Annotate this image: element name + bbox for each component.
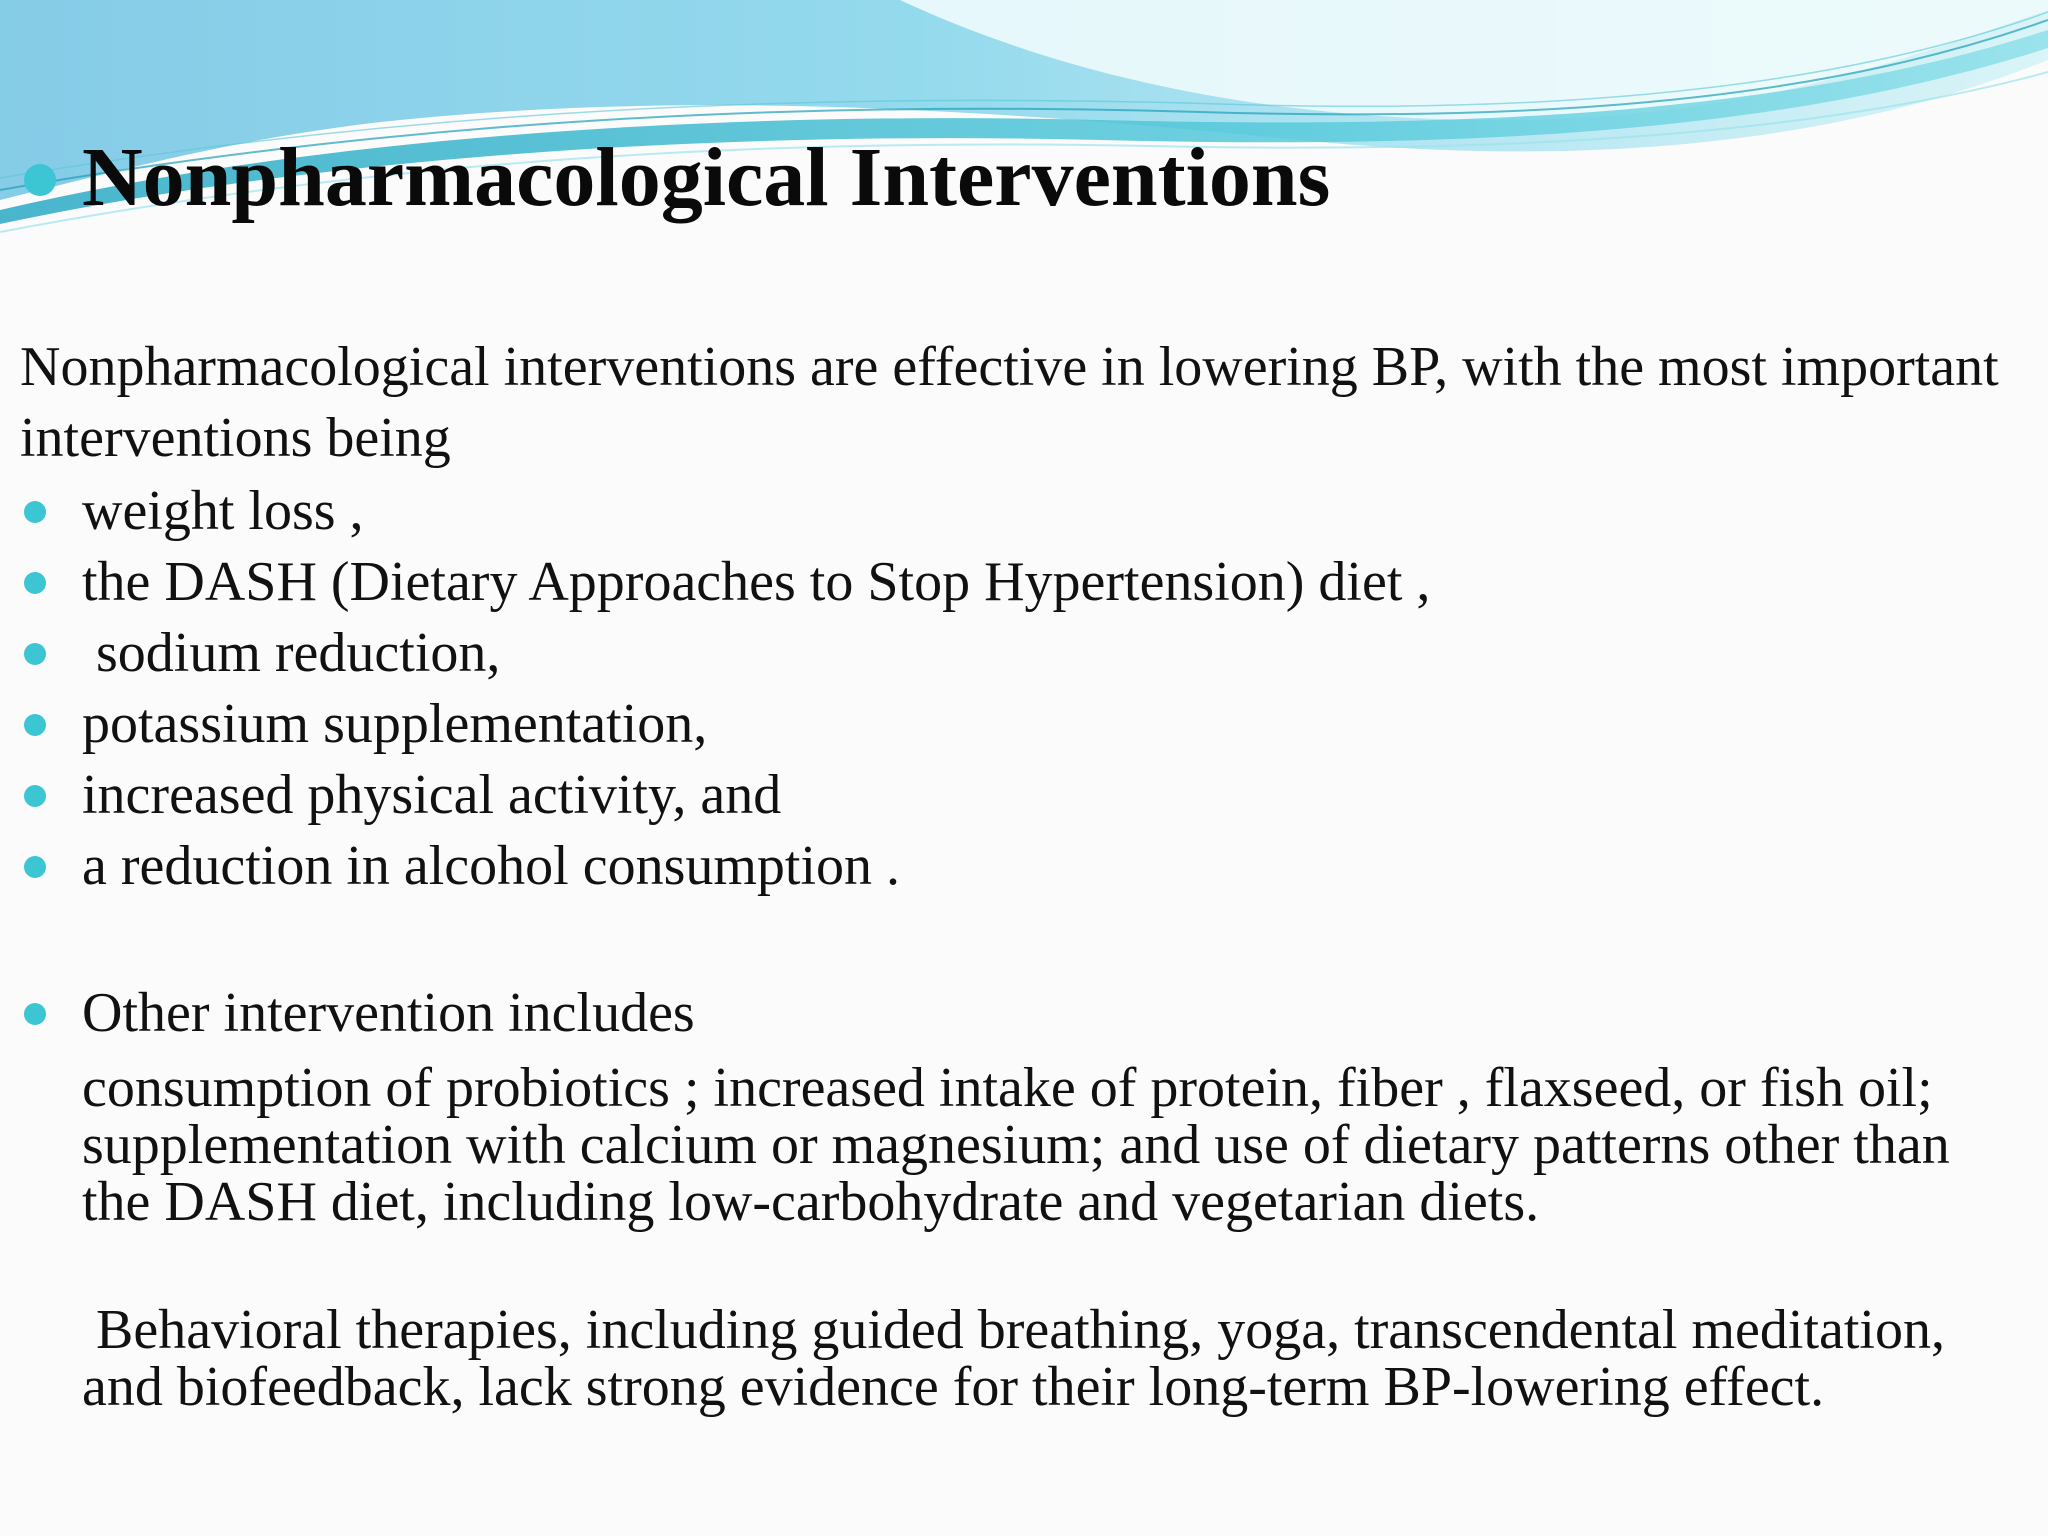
other-interventions-paragraph: consumption of probiotics ; increased intake of protein, fiber , flaxseed, or fish oil; supplementation with calcium or magnesium; and use of dietary patterns other than the DASH diet, including low-carbohydrate and vegetarian diets. [82,1057,1950,1233]
behavioral-therapies-paragraph: Behavioral therapies, including guided breathing, yoga, transcendental meditation, and biofeedback, lack strong evidence for their long-term BP-lowering effect. [82,1299,1959,1418]
intro-paragraph: Nonpharmacological interventions are effective in lowering BP, with the most important interventions being [20,336,1999,469]
title-bullet-icon [24,164,56,196]
bullet-icon [24,856,46,878]
list-item-text: a reduction in alcohol consumption . [82,835,901,897]
bullet-icon [24,785,46,807]
list-item-text: sodium reduction, [82,622,501,684]
list-item-text: potassium supplementation, [82,693,708,755]
bullet-icon [24,501,46,523]
slide-title: Nonpharmacological Interventions [82,131,1331,224]
list-item-text: the DASH (Dietary Approaches to Stop Hypertension) diet , [82,551,1431,613]
other-interventions-heading: Other intervention includes [82,982,695,1044]
bullet-icon [24,572,46,594]
bullet-icon [24,643,46,665]
list-item-text: weight loss , [82,480,364,542]
list-item-text: increased physical activity, and [82,764,782,826]
bullet-icon [24,714,46,736]
bullet-icon [24,1003,46,1025]
